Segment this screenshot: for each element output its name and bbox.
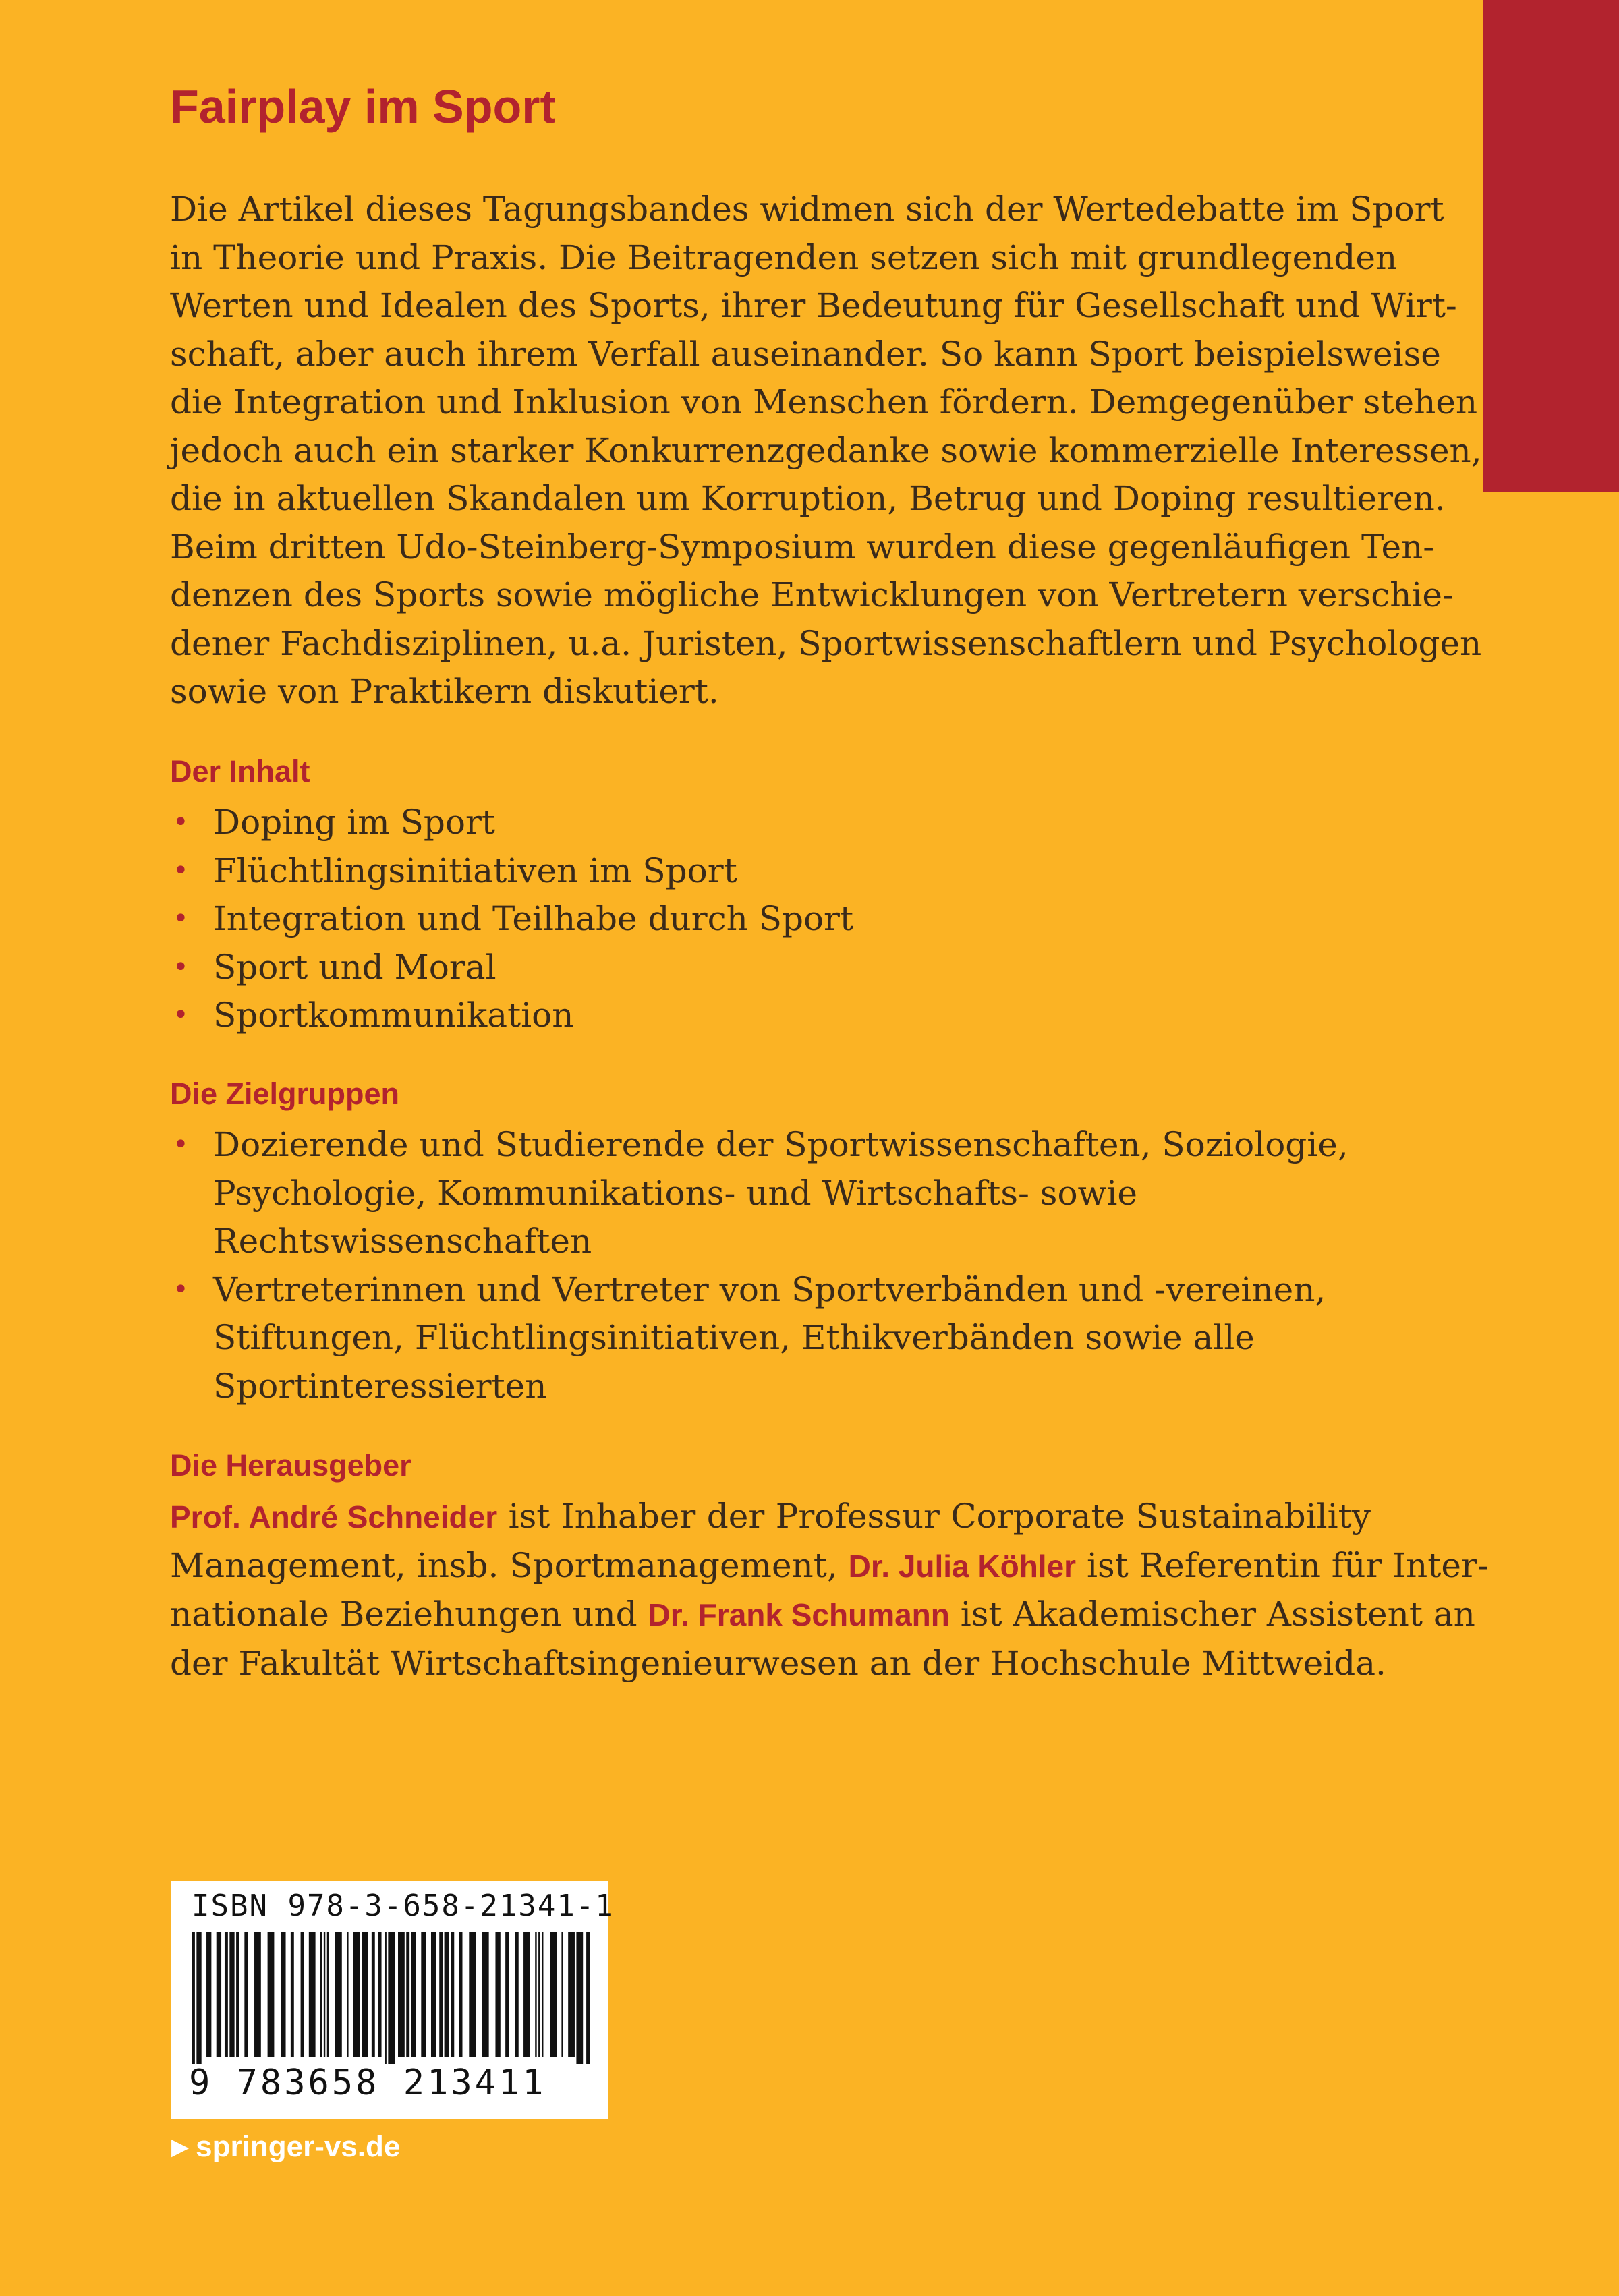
barcode-bar xyxy=(281,1932,285,2057)
bullet-icon: • xyxy=(173,1000,189,1031)
barcode-bar xyxy=(206,1932,211,2057)
audience-heading: Die Zielgruppen xyxy=(170,1077,400,1111)
bullet-icon: • xyxy=(173,855,189,886)
barcode-bar xyxy=(495,1932,500,2057)
list-item: • Flüchtlingsinitiativen im Sport xyxy=(170,847,1371,896)
barcode-bar xyxy=(217,1932,221,2057)
barcode-digits: 9 783658 213411 xyxy=(189,2063,546,2103)
barcode-bar xyxy=(459,1932,463,2057)
barcode-bar xyxy=(327,1932,329,2057)
intro-line: sowie von Praktikern diskutiert. xyxy=(170,672,719,711)
barcode-bar xyxy=(515,1932,519,2057)
publisher-link[interactable] xyxy=(171,2130,400,2164)
bullet-icon: • xyxy=(173,807,189,838)
barcode-bar xyxy=(535,1932,536,2057)
editor-name: Dr. Julia Köhler xyxy=(848,1548,1077,1584)
barcode-bar xyxy=(301,1932,304,2057)
barcode-bar xyxy=(576,1932,583,2064)
intro-line: schaft, aber auch ihrem Verfall auseinander. So kann Sport beispielsweise xyxy=(170,334,1441,374)
barcode-bar xyxy=(398,1932,405,2057)
list-item: • Sport und Moral xyxy=(170,944,1371,992)
red-tab-decoration xyxy=(1483,0,1619,492)
barcode-bar xyxy=(372,1932,375,2057)
intro-line: die Integration und Inklusion von Menschen fördern. Demgegenüber stehen xyxy=(170,382,1478,422)
barcode-bar xyxy=(523,1932,530,2057)
bullet-icon: • xyxy=(173,903,189,934)
barcode-bar xyxy=(236,1932,239,2057)
barcode-bar xyxy=(469,1932,476,2057)
barcode-bar xyxy=(335,1932,342,2057)
intro-line: Werten und Idealen des Sports, ihrer Bedeutung für Gesellschaft und Wirt- xyxy=(170,286,1457,325)
list-item: • Dozierende und Studierende der Sportwissenschaften, Soziologie, Psychologie, Kommunikations- und Wirtschafts- sowie Rechtswissenschaften xyxy=(170,1121,1371,1266)
page-title: Fairplay im Sport xyxy=(170,80,556,133)
barcode-bar xyxy=(406,1932,409,2057)
editor-name: Prof. André Schneider xyxy=(170,1499,498,1534)
barcode-bar xyxy=(550,1932,557,2057)
triangle-right-icon: ▶ xyxy=(171,2134,190,2160)
barcode-bar xyxy=(568,1932,575,2057)
barcode-bar xyxy=(411,1932,416,2057)
barcode-bar xyxy=(353,1932,360,2057)
intro-line: Die Artikel dieses Tagungsbandes widmen sich der Wertedebatte im Sport xyxy=(170,190,1444,229)
intro-line: die in aktuellen Skandalen um Korruption, Betrug und Doping resultieren. xyxy=(170,479,1446,518)
barcode-bar xyxy=(388,1932,395,2064)
editor-name: Dr. Frank Schumann xyxy=(648,1597,950,1632)
list-item: • Integration und Teilhabe durch Sport xyxy=(170,895,1371,944)
bullet-icon: • xyxy=(173,1273,189,1305)
barcode-bar xyxy=(451,1932,454,2057)
list-item: • Vertreterinnen und Vertreter von Sportverbänden und -vereinen, Stiftungen, Flüchtlingsinitiativen, Ethikverbänden sowie alle Sportinteressierten xyxy=(170,1266,1371,1411)
intro-line: in Theorie und Praxis. Die Beitragenden setzen sich mit grundlegenden xyxy=(170,237,1398,277)
barcode-bar xyxy=(505,1932,509,2057)
barcode-bar xyxy=(482,1932,489,2057)
barcode-bar xyxy=(538,1932,540,2057)
content-list xyxy=(170,799,1371,1040)
barcode-bar xyxy=(431,1932,436,2057)
intro-line: Beim dritten Udo-Steinberg-Symposium wurden diese gegenläufigen Ten- xyxy=(170,527,1435,567)
barcode-bar xyxy=(254,1932,261,2057)
barcode-bar xyxy=(439,1932,443,2057)
barcode-bar xyxy=(225,1932,228,2057)
barcode-bar xyxy=(378,1932,382,2057)
intro-line: jedoch auch ein starker Konkurrenzgedanke sowie kommerzielle Interessen, xyxy=(170,430,1482,470)
barcode-bar xyxy=(192,1932,195,2064)
editors-paragraph: Prof. André Schneider ist Inhaber der Professur Corporate Sustainability Management, insb. Sportmanagement, Dr. Julia Köhler ist Referentin für Inter- nationale Beziehungen und Dr. Frank Schumann ist Akademischer Assistent an der Fakultät Wirtschaftsingenieurwesen an der Hochschule Mittweida. xyxy=(170,1497,1489,1683)
list-item: • Doping im Sport xyxy=(170,799,1371,847)
barcode-bar xyxy=(542,1932,543,2057)
audience-list xyxy=(170,1121,1371,1410)
intro-line: denzen des Sports sowie mögliche Entwicklungen von Vertretern verschie- xyxy=(170,575,1454,614)
barcode-bar xyxy=(347,1932,348,2057)
barcode-bar xyxy=(320,1932,322,2057)
barcode-bar xyxy=(362,1932,368,2057)
bullet-icon: • xyxy=(173,951,189,983)
barcode-bar xyxy=(196,1932,201,2064)
barcode-bar xyxy=(445,1932,449,2057)
intro-paragraph xyxy=(170,185,1482,716)
barcode-bars xyxy=(192,1932,590,2064)
publisher-link-text: springer-vs.de xyxy=(196,2130,401,2163)
barcode-bar xyxy=(268,1932,275,2057)
editors-heading: Die Herausgeber xyxy=(170,1448,411,1483)
barcode-bar xyxy=(385,1932,386,2064)
barcode-bar xyxy=(244,1932,248,2057)
barcode-bar xyxy=(229,1932,234,2057)
content-heading: Der Inhalt xyxy=(170,754,310,788)
barcode-bar xyxy=(291,1932,294,2057)
barcode-bar xyxy=(324,1932,325,2057)
barcode-bar xyxy=(309,1932,316,2057)
isbn-label: ISBN 978-3-658-21341-1 xyxy=(192,1889,615,1923)
isbn-barcode xyxy=(171,1881,615,2119)
barcode-bar xyxy=(586,1932,590,2064)
barcode-bar xyxy=(561,1932,563,2057)
list-item: • Sportkommunikation xyxy=(170,992,1371,1040)
bullet-icon: • xyxy=(173,1129,189,1160)
barcode-bar xyxy=(421,1932,426,2057)
intro-line: dener Fachdisziplinen, u.a. Juristen, Sportwissenschaftlern und Psychologen xyxy=(170,623,1482,663)
